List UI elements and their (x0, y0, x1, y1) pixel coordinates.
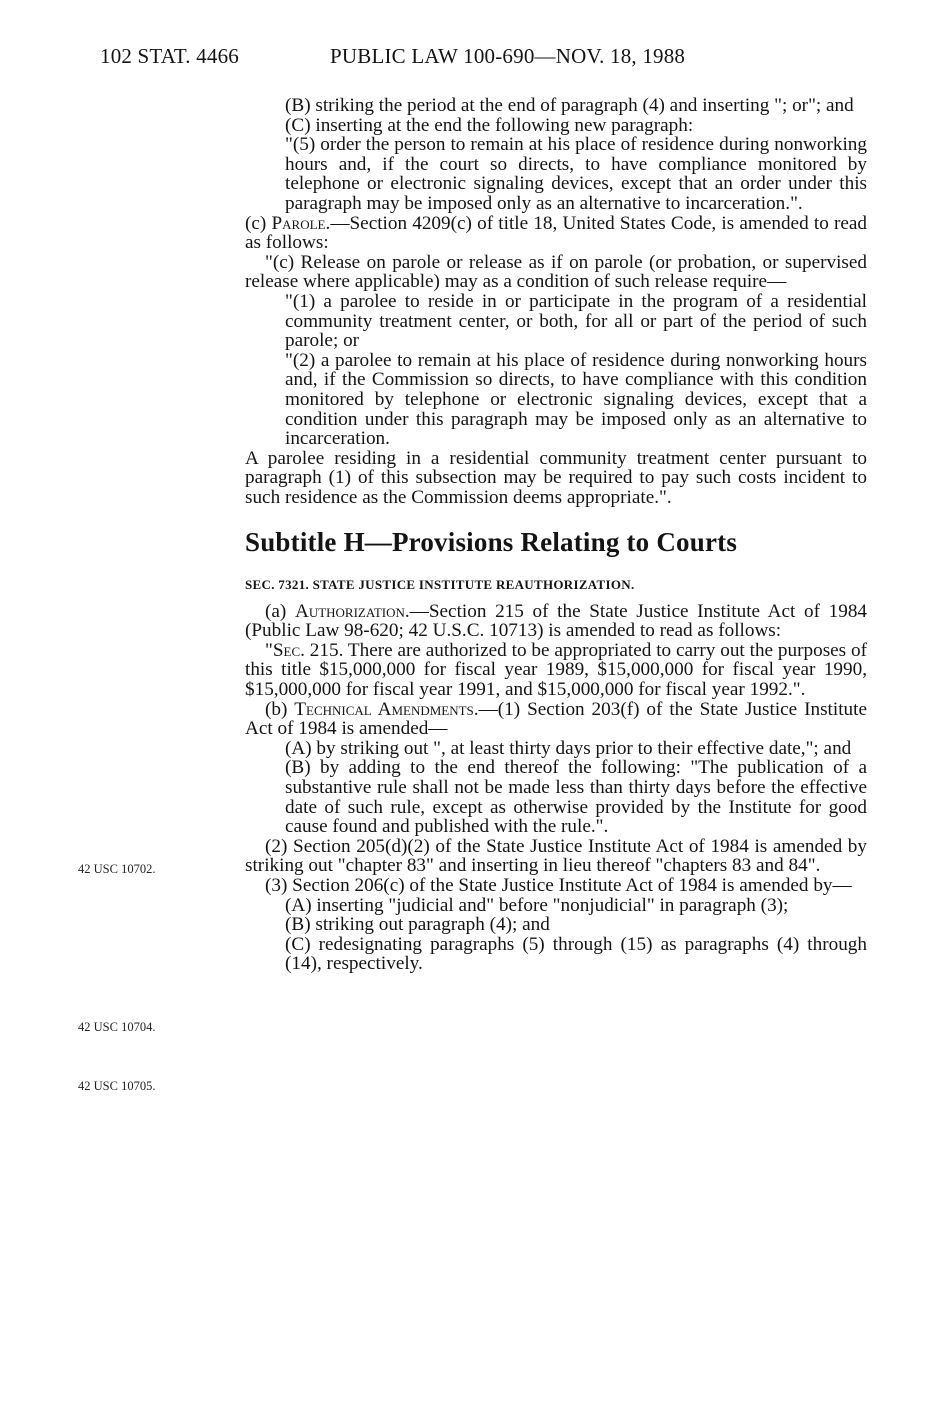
paragraph: (C) redesignating paragraphs (5) through (15) as paragraphs (4) through (14), respectively. (285, 933, 867, 975)
para-text: " (265, 639, 273, 661)
paragraph: "(5) order the person to remain at his place of residence during nonworking hours and, if the court so directs, to have compliance monitored by telephone or electronic signaling devices, except that an order under this paragraph may be imposed only as an alternative to incarceration.". (285, 134, 867, 214)
paragraph (245, 602, 867, 641)
paragraph: (B) striking the period at the end of paragraph (4) and inserting "; or"; and (285, 95, 854, 116)
para-text: —(1) Section 203(f) of the State Justice Institute Act of 1984 is amended— (245, 698, 867, 740)
para-text: —Section 4209(c) of title 18, United States Code, is amended to read as follows: (245, 212, 867, 254)
paragraph: (A) by striking out ", at least thirty days prior to their effective date,"; and (285, 737, 852, 759)
running-header: PUBLIC LAW 100-690—NOV. 18, 1988 (330, 44, 686, 68)
para-label: (b) (265, 698, 295, 720)
paragraph-heading: Parole. (271, 212, 331, 234)
paragraph: "(1) a parolee to reside in or participate in the program of a residential community treatment center, or both, for all or part of the period of such parole; or (285, 290, 867, 352)
para-text: 215. There are authorized to be appropriated to carry out the purposes of this title $15,000,000 for fiscal year 1989, $15,000,000 for fiscal year 1990, $15,000,000 for fiscal year 1991, and $15,000,000 for fiscal year 1992.". (245, 639, 867, 701)
paragraph: (B) by adding to the end thereof the following: "The publication of a substantive rule shall not be made less than thirty days before the effective date of such rule, except as otherwise provided by the Institute for good cause found and published with the rule.". (285, 757, 867, 838)
paragraph (245, 700, 867, 739)
paragraph: (2) Section 205(d)(2) of the State Justice Institute Act of 1984 is amended by striking out "chapter 83" and inserting in lieu thereof "chapters 83 and 84". (245, 835, 867, 877)
para-label: (a) (265, 600, 295, 622)
paragraph: (B) striking out paragraph (4); and (285, 914, 550, 936)
paragraph: A parolee residing in a residential community treatment center pursuant to paragraph (1) of this subsection may be required to pay such costs incident to such residence as the Commission deems appropriate.". (245, 447, 867, 508)
para-label: (c) (245, 212, 272, 234)
paragraph: "(c) Release on parole or release as if on parole (or probation, or supervised release where applicable) may as a condition of such release require— (245, 251, 867, 293)
margin-note: 42 USC 10702. (78, 862, 156, 876)
paragraph: (C) inserting at the end the following new paragraph: (285, 114, 694, 136)
paragraph: (3) Section 206(c) of the State Justice Institute Act of 1984 is amended by— (265, 874, 852, 896)
paragraph-heading: Technical Amendments. (294, 698, 479, 720)
section-heading: SEC. 7321. STATE JUSTICE INSTITUTE REAUTHORIZATION. (245, 577, 635, 593)
paragraph (245, 641, 867, 700)
paragraph: "(2) a parolee to remain at his place of residence during nonworking hours and, if the Commission so directs, to have compliance with this condition monitored by telephone or electronic signaling devices, except that a condition under this paragraph may be imposed only as an alternative to incarceration. (285, 349, 867, 450)
subtitle-heading: Subtitle H—Provisions Relating to Courts (245, 527, 738, 558)
page-number-header: 102 STAT. 4466 (100, 44, 239, 68)
document-body (245, 96, 867, 974)
margin-note: 42 USC 10705. (78, 1079, 156, 1093)
paragraph-heading: Authorization. (294, 600, 410, 622)
margin-note: 42 USC 10704. (78, 1020, 156, 1034)
para-text: —Section 215 of the State Justice Institute Act of 1984 (Public Law 98-620; 42 U.S.C. 10713) is amended to read as follows: (245, 600, 868, 642)
section-abbrev: Sec. (272, 639, 305, 661)
paragraph: (A) inserting "judicial and" before "nonjudicial" in paragraph (3); (285, 894, 789, 916)
paragraph (245, 214, 867, 253)
